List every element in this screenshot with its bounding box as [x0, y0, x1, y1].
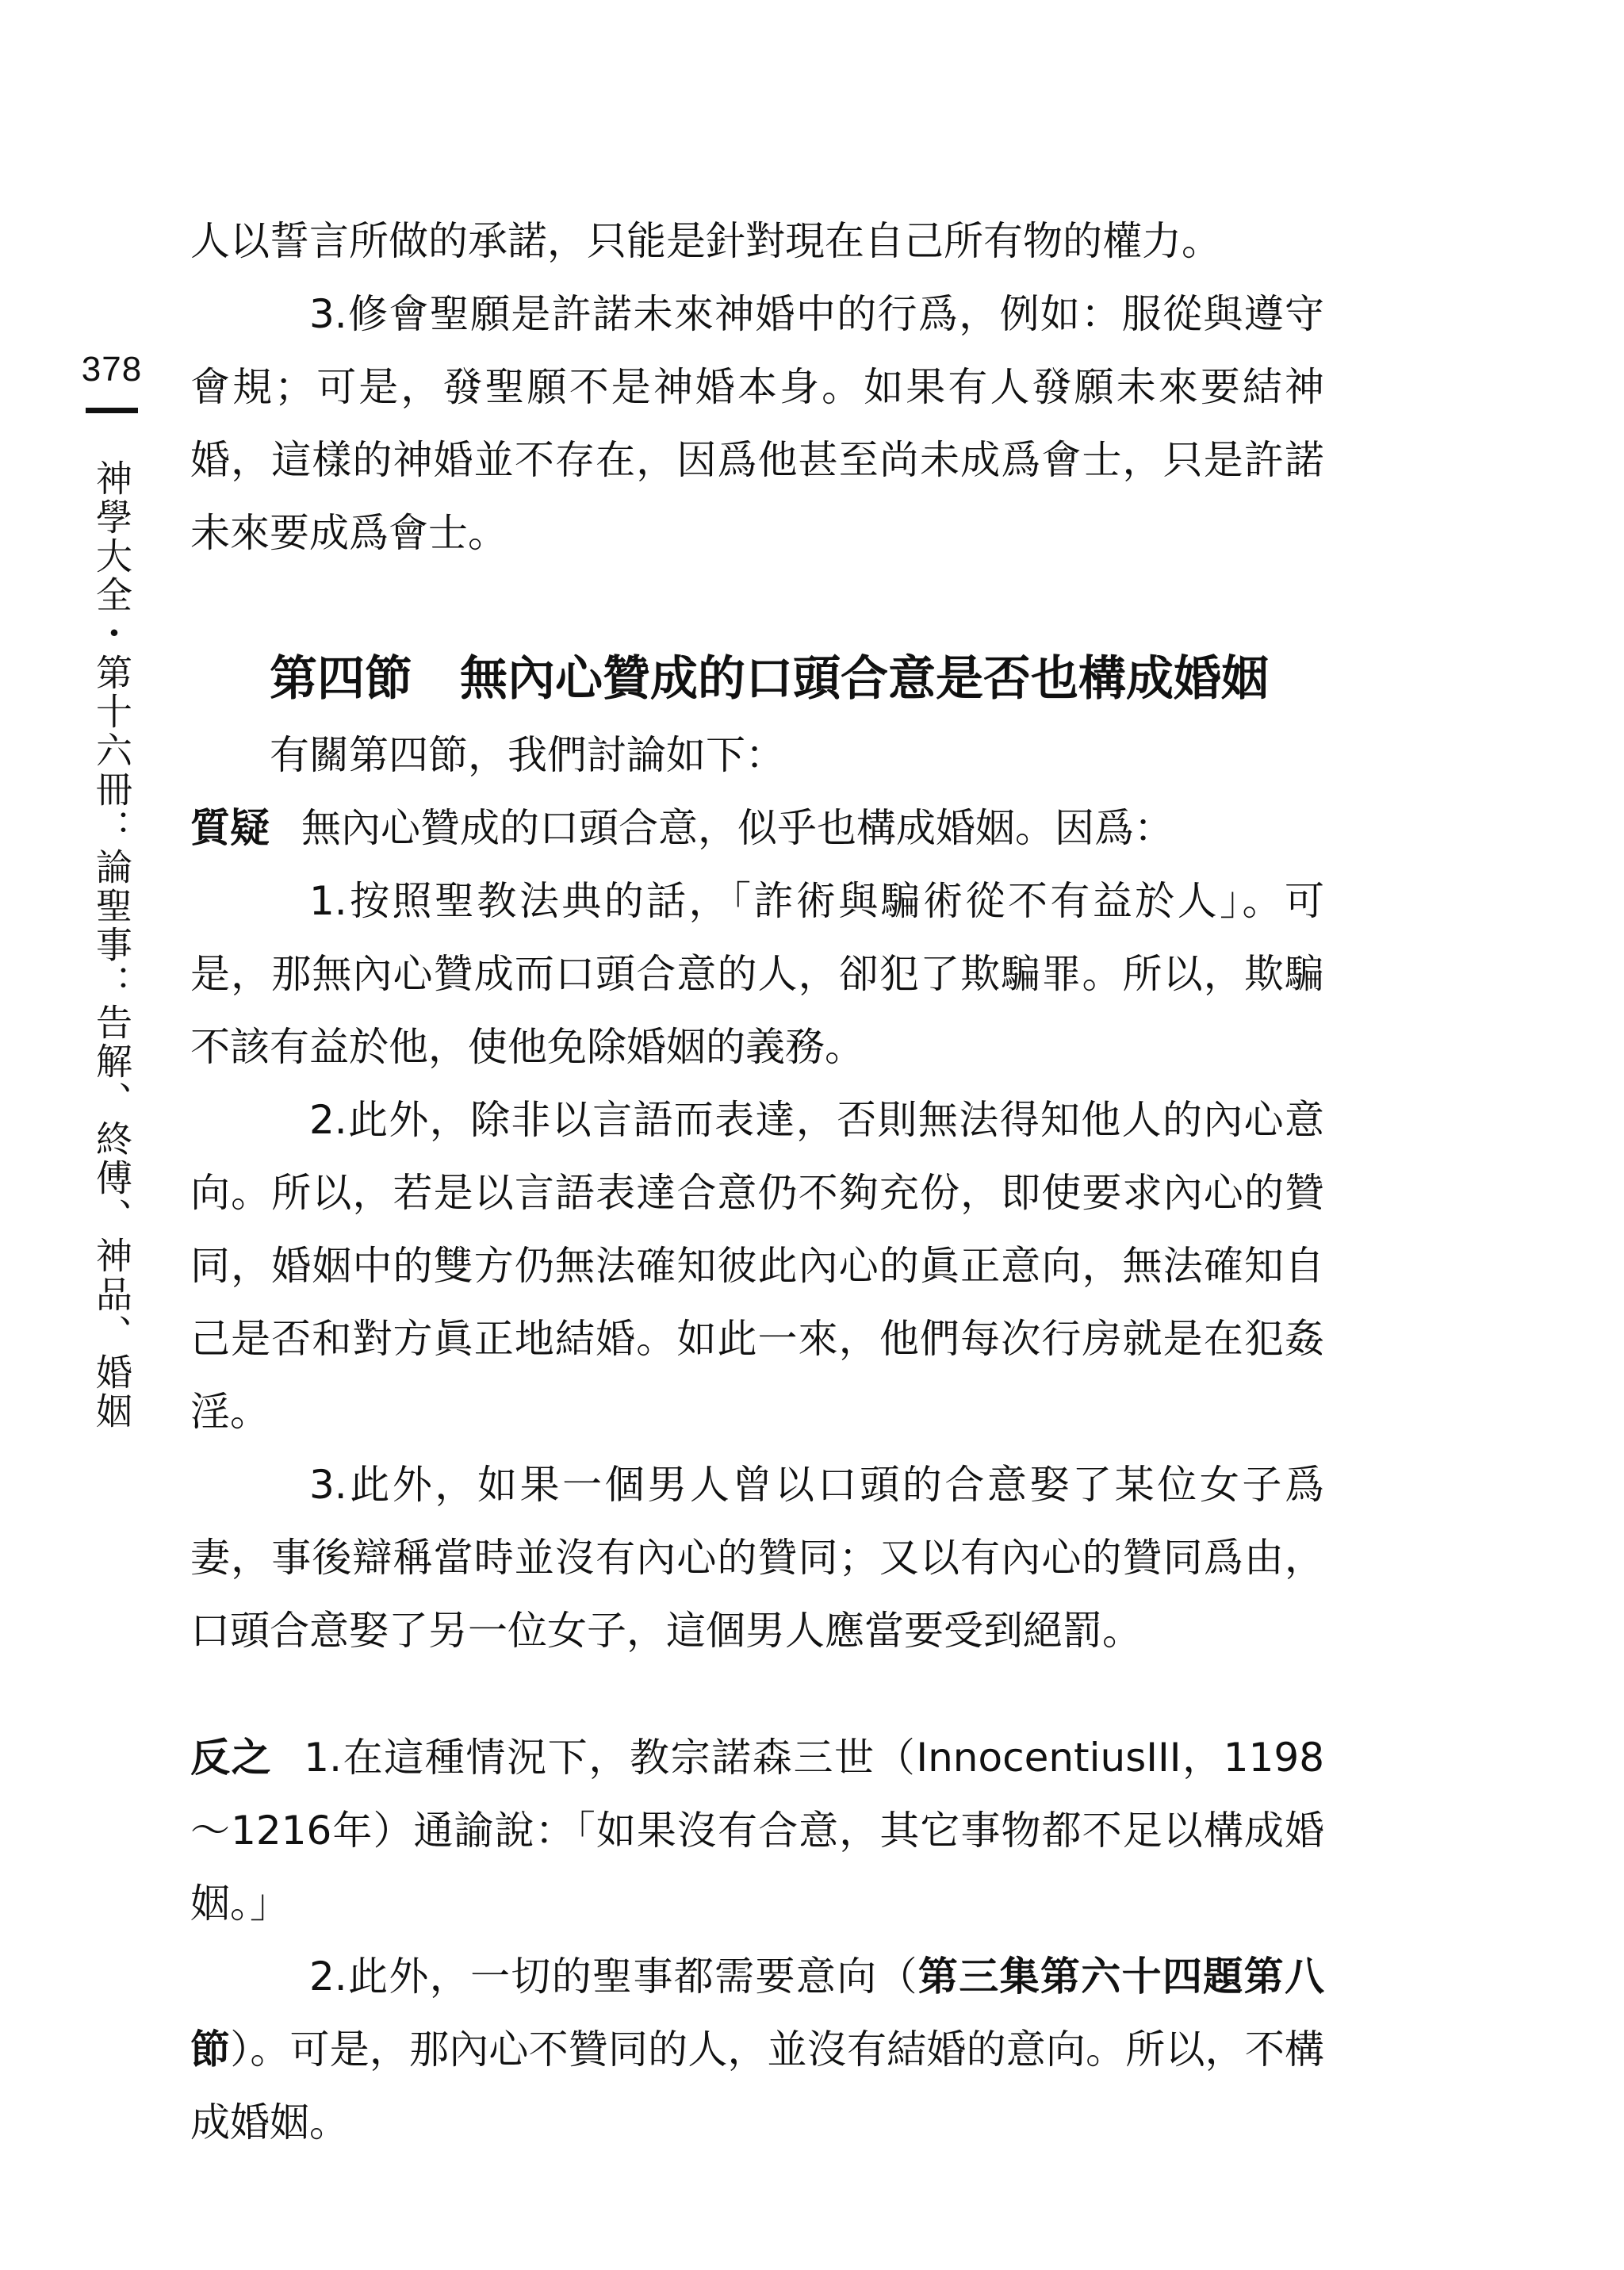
contra-label: 反之: [190, 1735, 273, 1781]
margin-rule: [86, 408, 138, 413]
contra-paragraph-2: [190, 1940, 1324, 2159]
objection-1: 1.按照聖教法典的話，「詐術與騙術從不有益於人」。可是，那無內心贊成而口頭合意的人，卻犯了欺騙罪。所以，欺騙不該有益於他，使他免除婚姻的義務。: [190, 878, 1324, 1070]
contra-2-text-a: 2.此外，一切的聖事都需要意向（: [309, 1954, 918, 2000]
section-heading-label: 第四節: [270, 651, 412, 707]
main-text: [190, 205, 1324, 2159]
objection-text: 無內心贊成的口頭合意，似乎也構成婚姻。因爲：: [301, 805, 1174, 851]
contra-1-text: 1.在這種情況下，教宗諾森三世（InnocentiusIII，1198～1216年）通諭說：「如果沒有合意，其它事物都不足以構成婚姻。」: [190, 1735, 1324, 1927]
paragraph-continued: 人以誓言所做的承諾，只能是針對現在自己所有物的權力。: [190, 218, 1221, 264]
objection-3: 3.此外，如果一個男人曾以口頭的合意娶了某位女子爲妻，事後辯稱當時並沒有內心的贊同；又以有內心的贊同爲由，口頭合意娶了另一位女子，這個男人應當要受到絕罰。: [190, 1462, 1324, 1654]
objection-paragraph: [190, 792, 1324, 865]
running-head: 神學大全・第十六冊：論聖事：告解、終傅、神品、婚姻: [90, 458, 133, 1431]
section-heading-title: 無內心贊成的口頭合意是否也構成婚姻: [460, 651, 1269, 707]
page-number: 378: [81, 350, 143, 389]
paragraph-point-3: 3.修會聖願是許諾未來神婚中的行爲，例如：服從與遵守會規；可是，發聖願不是神婚本身。如果有人發願未來要結神婚，這樣的神婚並不存在，因爲他甚至尚未成爲會士，只是許諾未來要成爲會士。: [190, 291, 1324, 556]
objection-label: 質疑: [190, 805, 270, 851]
contra-paragraph-1: [190, 1721, 1324, 1940]
contra-2-text-b: ）。可是，那內心不贊同的人，並沒有結婚的意向。所以，不構成婚姻。: [190, 2027, 1325, 2145]
contra-2-reference: 第三集第六十四題第八節: [190, 1954, 1324, 2073]
section-heading: [190, 639, 1324, 719]
section-intro: 有關第四節，我們討論如下：: [270, 732, 785, 778]
page-margin: [76, 349, 147, 1460]
objection-2: 2.此外，除非以言語而表達，否則無法得知他人的內心意向。所以，若是以言語表達合意仍不夠充份，即使要求內心的贊同，婚姻中的雙方仍無法確知彼此內心的眞正意向，無法確知自己是否和對方眞正地結婚。如此一來，他們每次行房就是在犯姦淫。: [190, 1097, 1324, 1435]
